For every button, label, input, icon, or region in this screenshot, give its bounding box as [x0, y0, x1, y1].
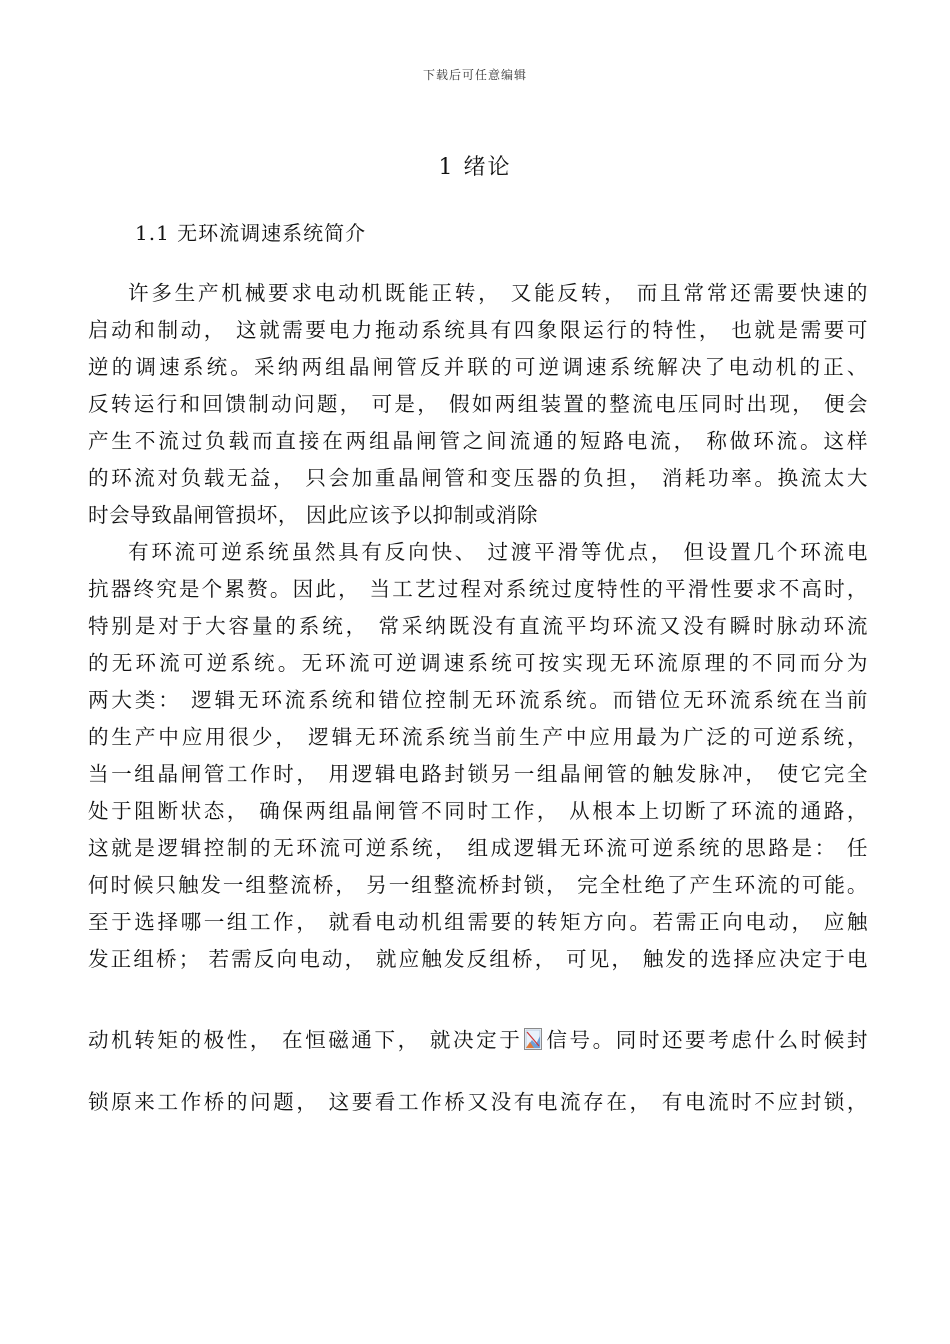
- text-before-icon: 动机转矩的极性， 在恒磁通下， 就决定于: [88, 1028, 523, 1052]
- paragraph-line: 处于阻断状态， 确保两组晶闸管不同时工作， 从根本上切断了环流的通路，: [88, 799, 868, 823]
- paragraph-line: 产生不流过负载而直接在两组晶闸管之间流通的短路电流， 称做环流。这样: [88, 429, 868, 453]
- text-after-icon: 信号。同时还要考虑什么时候封: [544, 1028, 868, 1052]
- paragraph-line: 当一组晶闸管工作时， 用逻辑电路封锁另一组晶闸管的触发脉冲， 使它完全: [88, 762, 868, 786]
- paragraph-line: 有环流可逆系统虽然具有反向快、 过渡平滑等优点， 但设置几个环流电: [128, 540, 868, 564]
- header-note: 下载后可任意编辑: [422, 68, 527, 82]
- paragraph-line: 时会导致晶闸管损坏， 因此应该予以抑制或消除: [88, 503, 539, 527]
- section-title: 1.1 无环流调速系统简介: [135, 221, 367, 245]
- paragraph-line: 至于选择哪一组工作， 就看电动机组需要的转矩方向。若需正向电动， 应触: [88, 910, 868, 934]
- paragraph-line: 锁原来工作桥的问题， 这要看工作桥又没有电流存在， 有电流时不应封锁，: [88, 1090, 868, 1114]
- paragraph-line: 这就是逻辑控制的无环流可逆系统， 组成逻辑无环流可逆系统的思路是： 任: [88, 836, 868, 860]
- paragraph-line: 的生产中应用很少， 逻辑无环流系统当前生产中应用最为广泛的可逆系统，: [88, 725, 868, 749]
- paragraph-line-with-icon: [88, 1026, 868, 1054]
- paragraph-line: 抗器终究是个累赘。因此， 当工艺过程对系统过度特性的平滑性要求不高时，: [88, 577, 868, 601]
- paragraph-line: 发正组桥； 若需反向电动， 就应触发反组桥， 可见， 触发的选择应决定于电: [88, 947, 868, 971]
- paragraph-line: 启动和制动， 这就需要电力拖动系统具有四象限运行的特性， 也就是需要可: [88, 318, 868, 342]
- paragraph-line: 何时候只触发一组整流桥， 另一组整流桥封锁， 完全杜绝了产生环流的可能。: [88, 873, 868, 897]
- paragraph-line: 逆的调速系统。采纳两组晶闸管反并联的可逆调速系统解决了电动机的正、: [88, 355, 868, 379]
- paragraph-line: 的环流对负载无益， 只会加重晶闸管和变压器的负担， 消耗功率。换流太大: [88, 466, 868, 490]
- paragraph-line: 许多生产机械要求电动机既能正转， 又能反转， 而且常常还需要快速的: [128, 281, 868, 305]
- paragraph-line: 反转运行和回馈制动问题， 可是， 假如两组装置的整流电压同时出现， 便会: [88, 392, 868, 416]
- paragraph-line: 特别是对于大容量的系统， 常采纳既没有直流平均环流又没有瞬时脉动环流: [88, 614, 868, 638]
- paragraph-line: 的无环流可逆系统。无环流可逆调速系统可按实现无环流原理的不同而分为: [88, 651, 868, 675]
- paragraph-line: 两大类： 逻辑无环流系统和错位控制无环流系统。而错位无环流系统在当前: [88, 688, 868, 712]
- broken-image-icon: [524, 1028, 542, 1050]
- chapter-title: 1 绪论: [438, 155, 512, 180]
